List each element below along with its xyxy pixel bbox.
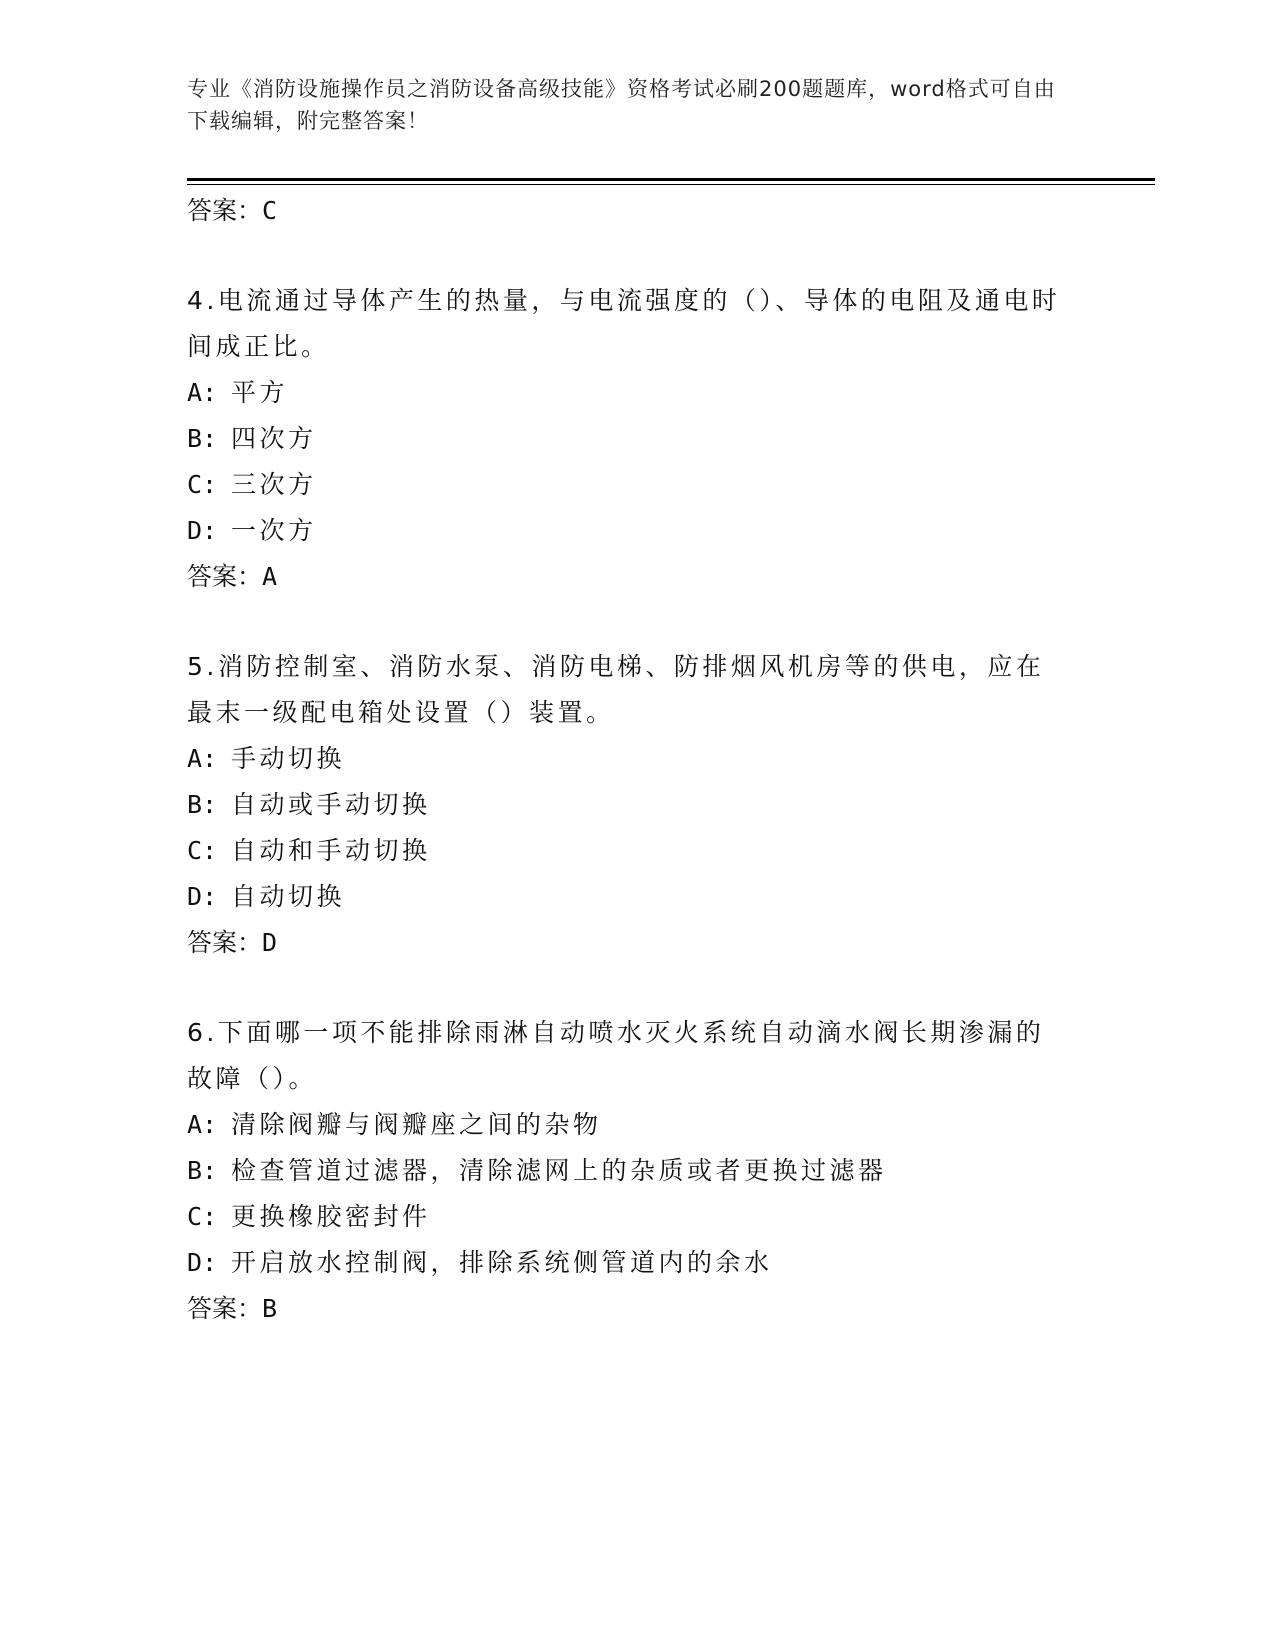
question-block — [187, 1010, 1155, 1332]
option-c — [187, 462, 1155, 508]
question-list — [187, 188, 1155, 1332]
option-text: 平方 — [231, 378, 289, 407]
option-d — [187, 1240, 1155, 1286]
option-text: 更换橡胶密封件 — [231, 1202, 431, 1231]
answer-line — [187, 554, 1155, 600]
option-text: 手动切换 — [231, 744, 346, 773]
option-text: 自动或手动切换 — [231, 790, 431, 819]
answer-value: B — [262, 1294, 278, 1323]
option-text: 一次方 — [231, 516, 317, 545]
question-block — [187, 644, 1155, 966]
option-c — [187, 1194, 1155, 1240]
option-text: 清除阀瓣与阀瓣座之间的杂物 — [231, 1110, 602, 1139]
option-key: A: — [187, 744, 218, 773]
option-key: C: — [187, 1202, 218, 1231]
answer-line — [187, 188, 1155, 234]
document-header: 专业《消防设施操作员之消防设备高级技能》资格考试必刷200题题库，word格式可自由下载编辑，附完整答案！ — [187, 77, 1056, 133]
option-b — [187, 782, 1155, 828]
header-divider-thick — [187, 178, 1155, 181]
answer-value: A — [262, 562, 278, 591]
option-c — [187, 828, 1155, 874]
option-text: 检查管道过滤器，清除滤网上的杂质或者更换过滤器 — [231, 1156, 887, 1185]
option-b — [187, 1148, 1155, 1194]
option-text: 自动和手动切换 — [231, 836, 431, 865]
option-a — [187, 370, 1155, 416]
option-key: C: — [187, 836, 218, 865]
option-d — [187, 874, 1155, 920]
answer-value: D — [262, 928, 278, 957]
option-text: 自动切换 — [231, 882, 346, 911]
option-key: D: — [187, 1248, 218, 1277]
option-key: B: — [187, 424, 218, 453]
option-key: C: — [187, 470, 218, 499]
option-a — [187, 1102, 1155, 1148]
header-divider-thin — [187, 184, 1155, 185]
answer-label: 答案： — [187, 1294, 263, 1323]
option-text: 三次方 — [231, 470, 317, 499]
option-key: D: — [187, 882, 218, 911]
option-a — [187, 736, 1155, 782]
question-text: 5.消防控制室、消防水泵、消防电梯、防排烟风机房等的供电，应在最末一级配电箱处设置（）装置。 — [187, 652, 1045, 727]
option-text: 开启放水控制阀，排除系统侧管道内的余水 — [231, 1248, 773, 1277]
answer-line — [187, 920, 1155, 966]
option-d — [187, 508, 1155, 554]
answer-label: 答案： — [187, 196, 263, 225]
answer-label: 答案： — [187, 928, 263, 957]
answer-value: C — [262, 196, 278, 225]
option-key: B: — [187, 790, 218, 819]
question-block — [187, 278, 1155, 600]
option-key: A: — [187, 378, 218, 407]
option-key: A: — [187, 1110, 218, 1139]
question-text: 4.电流通过导体产生的热量，与电流强度的（）、导体的电阻及通电时间成正比。 — [187, 286, 1061, 361]
option-key: B: — [187, 1156, 218, 1185]
answer-line — [187, 1286, 1155, 1332]
answer-label: 答案： — [187, 562, 263, 591]
option-b — [187, 416, 1155, 462]
question-text: 6.下面哪一项不能排除雨淋自动喷水灭火系统自动滴水阀长期渗漏的故障（）。 — [187, 1018, 1045, 1093]
option-key: D: — [187, 516, 218, 545]
option-text: 四次方 — [231, 424, 317, 453]
